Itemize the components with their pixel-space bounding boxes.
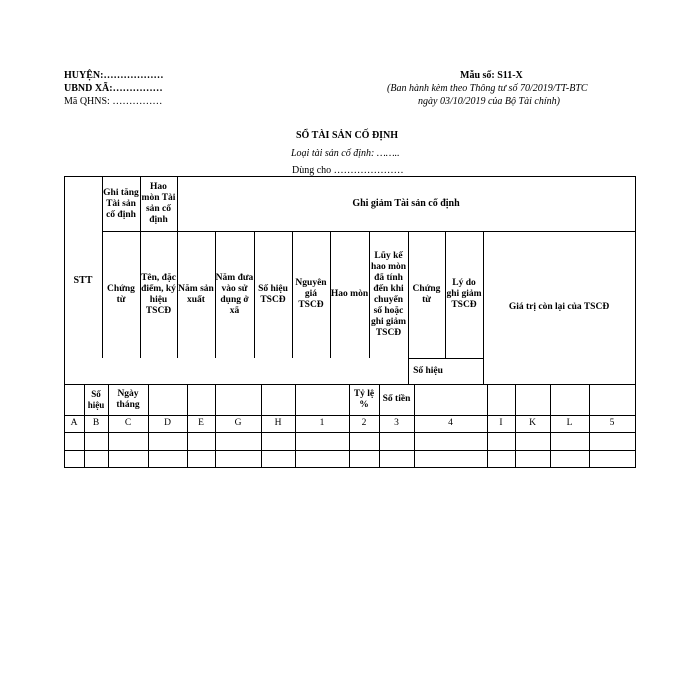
huyen-label: HUYỆN:……………… [64, 70, 164, 81]
issued-by: (Ban hành kèm theo Thông tư số 70/2019/TT-BTC [387, 83, 588, 94]
col-luy-ke: Lũy kế hao mòn đã tính đến khi chuyển số hoặc ghi giảm TSCĐ [370, 250, 407, 338]
ma-qhns-label: Mã QHNS: …………… [64, 96, 163, 107]
code-cell: H [274, 418, 282, 428]
col-ly-do: Lý do ghi giảm TSCĐ [446, 278, 482, 310]
col-nam-san-xuat: Năm sản xuất [178, 283, 214, 305]
table-row [64, 432, 635, 450]
form-number: Mẫu số: S11-X [460, 70, 523, 81]
code-cell: 3 [394, 418, 399, 428]
col-chung-tu-2: Chứng từ [412, 283, 441, 305]
code-cell: C [124, 418, 132, 428]
col-gia-tri-con-lai: Giá trị còn lại của TSCĐ [508, 302, 610, 312]
code-cell: I [499, 418, 503, 428]
col-ghi-giam: Ghi giảm Tài sản cố định [352, 198, 460, 209]
code-cell: B [92, 418, 100, 428]
code-cell: L [566, 418, 573, 428]
code-cell: A [70, 418, 78, 428]
col-hao-mon-tscd: Hao mòn Tài sản cố định [141, 182, 176, 225]
col-ty-le: Tỷ lệ % [353, 388, 375, 410]
col-so-hieu-small: Số hiệu [87, 388, 105, 410]
code-cell: K [529, 418, 536, 428]
page-title: SỔ TÀI SẢN CỐ ĐỊNH [296, 130, 399, 141]
col-ten-dac-diem: Tên, đặc điểm, ký hiệu TSCĐ [141, 272, 176, 316]
code-cell: E [198, 418, 204, 428]
asset-type-line: Loại tài sản cố định: …….. [291, 148, 400, 159]
issued-date: ngày 03/10/2019 của Bộ Tài chính) [418, 96, 560, 107]
col-so-hieu-tscd: Số hiệu TSCĐ [258, 283, 288, 305]
col-hao-mon: Hao mòn [330, 289, 369, 299]
used-for-line: Dùng cho ………………… [292, 165, 404, 176]
col-so-hieu: Số hiệu [413, 365, 443, 376]
code-cell: G [234, 418, 242, 428]
code-cell: D [164, 418, 171, 428]
col-ghi-tang: Ghi tăng Tài sản cố định [103, 187, 139, 220]
col-stt: STT [73, 274, 93, 286]
col-so-tien: Số tiền [382, 394, 411, 404]
code-cell: 4 [448, 418, 453, 428]
code-cell: 5 [609, 418, 615, 428]
code-cell: 1 [319, 418, 325, 428]
col-nguyen-gia: Nguyên giá TSCĐ [295, 278, 327, 310]
col-nam-dua-vao: Năm đưa vào sử dụng ở xã [215, 272, 254, 316]
table-row [64, 450, 635, 467]
code-cell: 2 [361, 418, 367, 428]
col-chung-tu: Chứng từ [107, 283, 135, 305]
ubnd-label: UBND XÃ:…………… [64, 83, 163, 94]
col-ngay-thang: Ngày tháng [116, 388, 140, 410]
